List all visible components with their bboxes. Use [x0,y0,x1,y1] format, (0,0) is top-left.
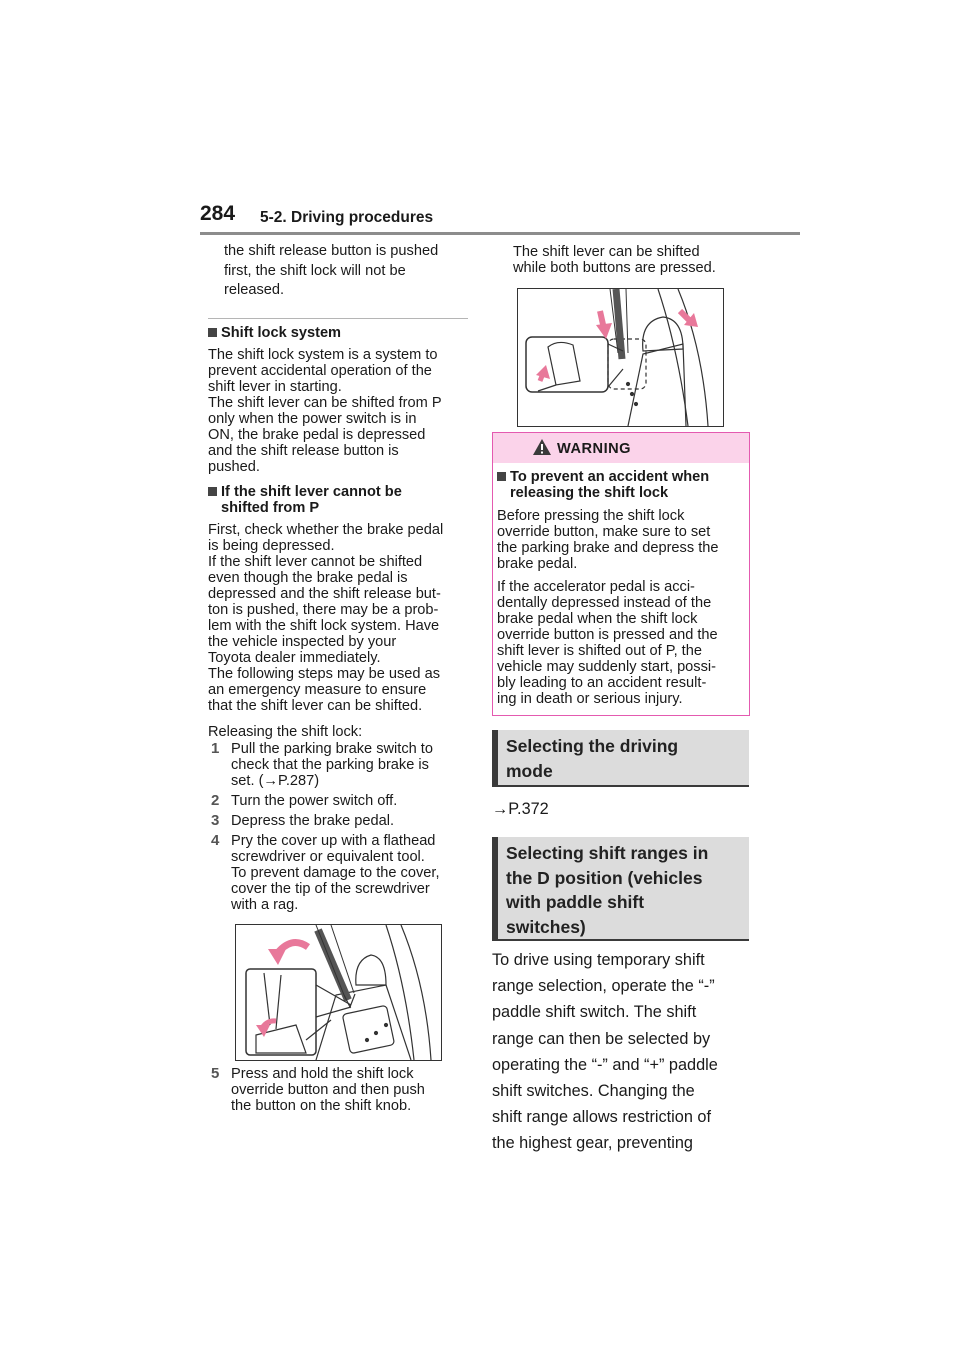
heading-text: To prevent an accident when [510,469,710,485]
text-line: check that the parking brake is [231,757,429,773]
text-line: brake pedal. [497,556,578,572]
cannot-shift-heading [208,484,468,516]
page-number: 284 [200,202,236,225]
heading-text: shifted from P [221,500,320,516]
square-bullet-icon [208,487,217,496]
step-5 [211,1066,479,1114]
text-line: first, the shift lock will not be [224,262,406,279]
text-line: brake pedal when the shift lock [497,611,698,627]
text-line: the button on the shift knob. [231,1098,412,1114]
shift-ranges-paragraph [492,947,762,1157]
cannot-shift-paragraph [208,522,480,714]
text-line: shift switches. Changing the [492,1082,695,1101]
step-number: 2 [211,792,220,809]
step-3 [211,813,479,829]
step-number: 3 [211,812,220,829]
step-number: 5 [211,1065,220,1082]
text-line: To drive using temporary shift [492,951,705,969]
text-line: the highest gear, preventing [492,1134,693,1153]
text-line: The shift lock system is a system to [208,347,438,363]
text-line: Pry the cover up with a flathead [231,833,436,849]
text-line: released. [224,282,285,298]
text-line: The following steps may be used as [208,666,441,682]
section-title: 5-2. Driving procedures [260,209,434,226]
text-line: the vehicle inspected by your [208,634,397,650]
text-line: bly leading to an accident result- [497,675,707,691]
text-line: pushed. [208,459,260,475]
section-title-line: Selecting shift ranges in [506,843,709,863]
text-line: Press and hold the shift lock [231,1066,414,1082]
warning-subheading [497,469,747,501]
text-line: ON, the brake pedal is depressed [208,427,426,443]
text-line: Depress the brake pedal. [231,813,395,829]
text-line: shift lever is shifted out of P, the [497,643,702,659]
square-bullet-icon [208,328,217,337]
text-line: paddle shift switch. The shift [492,1003,697,1022]
text-line: lem with the shift lock system. Have [208,618,440,634]
releasing-label: Releasing the shift lock: [208,724,363,740]
pry-cover-illustration [235,924,442,1061]
text-line: even though the brake pedal is [208,570,408,586]
text-line: override button is pressed and the [497,627,718,643]
heading-text: releasing the shift lock [510,485,669,501]
text-line: override button and then push [231,1082,425,1098]
text-line: depressed and the shift release but- [208,586,441,602]
driving-mode-section-header [492,730,749,787]
text-line: override button, make sure to set [497,524,711,540]
step-4 [211,833,479,913]
shift-knob-illustration [517,288,724,427]
step-1 [211,741,479,789]
shift-lock-heading [208,325,341,341]
text-line: set. (→P.287) [231,773,320,789]
text-line: prevent accidental operation of the [208,363,432,379]
text-line: The shift lever can be shifted [513,244,700,260]
section-title-line: mode [506,760,553,781]
section-title-line: switches) [506,916,586,937]
warning-box [492,432,750,716]
warning-header [493,433,749,463]
text-line: range can then be selected by [492,1029,711,1048]
text-line: vehicle may suddenly start, possi- [497,659,716,675]
square-bullet-icon [497,472,506,481]
section-title-line: with paddle shift [506,892,645,912]
warning-paragraph-2 [497,579,747,707]
text-line: First, check whether the brake pedal [208,522,444,538]
heading-text: Shift lock system [221,325,342,341]
shift-lock-paragraph [208,347,478,475]
divider [208,318,468,319]
section-title-line: the D position (vehicles [506,867,703,888]
text-line: shift lever in starting. [208,379,342,395]
text-line: the shift release button is pushed [224,243,439,259]
text-line: shift range allows restriction of [492,1108,711,1127]
text-line: If the shift lever cannot be shifted [208,554,423,570]
text-line: dentally depressed instead of the [497,595,712,611]
shift-ranges-section-header [492,837,749,941]
text-line: ing in death or serious injury. [497,691,683,707]
text-line: ton is pushed, there may be a prob- [208,602,439,618]
step-number: 4 [211,832,220,849]
section-title-line: Selecting the driving [506,736,679,756]
warning-title: WARNING [557,441,632,457]
text-line: and the shift release button is [208,443,399,459]
text-line: Turn the power switch off. [231,793,398,809]
text-line: Toyota dealer immediately. [208,650,381,666]
driving-mode-page-reference[interactable]: →P.372 [492,800,549,818]
both-buttons-text [513,244,753,276]
step-number: 1 [211,740,220,757]
step-2 [211,793,479,809]
text-line: cover the tip of the screwdriver [231,881,430,897]
warning-paragraph-1 [497,508,747,572]
text-line: only when the power switch is in [208,411,417,427]
text-line: To prevent damage to the cover, [231,865,440,881]
text-line: Before pressing the shift lock [497,508,685,524]
text-line: that the shift lever can be shifted. [208,698,423,714]
heading-text: If the shift lever cannot be [221,484,402,500]
header-rule [200,232,800,235]
text-line: screwdriver or equivalent tool. [231,849,425,865]
text-line: Pull the parking brake switch to [231,741,433,757]
intro-text [224,242,474,301]
text-line: an emergency measure to ensure [208,682,427,698]
text-line: while both buttons are pressed. [513,260,716,276]
text-line: If the accelerator pedal is acci- [497,579,695,595]
text-line: operating the “-” and “+” paddle [492,1055,718,1074]
text-line: with a rag. [231,897,299,913]
warning-triangle-icon [532,438,552,456]
text-line: is being depressed. [208,538,335,554]
text-line: the parking brake and depress the [497,540,719,556]
text-line: The shift lever can be shifted from P [208,395,442,411]
text-line: range selection, operate the “-” [492,977,715,996]
